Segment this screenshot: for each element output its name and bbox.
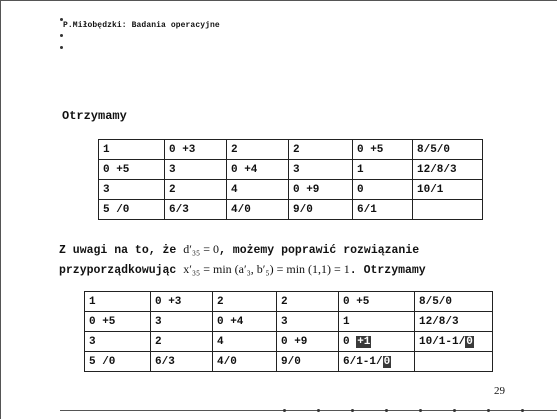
table-cell: 2 (289, 140, 353, 160)
table-cell: 3 (165, 160, 227, 180)
table-row (85, 332, 493, 352)
table-cell: 5 /0 (85, 352, 151, 372)
table-cell: 2 (151, 332, 213, 352)
margin-bullet (60, 34, 63, 37)
table-cell-modified (339, 352, 415, 372)
table-cell: 12/8/3 (413, 160, 483, 180)
footer-bullet (317, 409, 320, 412)
table-cell: 5 /0 (99, 200, 165, 220)
table-cell: 0 +3 (165, 140, 227, 160)
paragraph-text: Z uwagi na to, że (59, 244, 184, 257)
table-cell: 2 (213, 292, 277, 312)
table-cell: 0 +5 (339, 292, 415, 312)
table-cell: 0 +9 (289, 180, 353, 200)
cell-prefix: 6/1-1/ (343, 355, 383, 368)
table-cell: 0 +4 (213, 312, 277, 332)
table-cell: 0 +5 (353, 140, 413, 160)
table-cell: 3 (151, 312, 213, 332)
table-row (85, 312, 493, 332)
table-cell: 3 (289, 160, 353, 180)
table-cell: 1 (99, 140, 165, 160)
table-cell: 0 +5 (99, 160, 165, 180)
paragraph-text: . Otrzymamy (349, 264, 426, 277)
footer-bullet (385, 409, 388, 412)
table-cell: 4/0 (227, 200, 289, 220)
footer-bullet (351, 409, 354, 412)
table-cell: 1 (339, 312, 415, 332)
margin-bullet (60, 46, 63, 49)
paragraph-text: przyporządkowując (59, 264, 184, 277)
cell-prefix: 10/1-1/ (419, 335, 466, 348)
footer-bullet (453, 409, 456, 412)
highlighted-value: 0 (466, 335, 473, 348)
table-cell-modified (339, 332, 415, 352)
table-cell: 1 (85, 292, 151, 312)
intro-text: Otrzymamy (62, 109, 127, 123)
table-row (85, 292, 493, 312)
table-cell: 0 (353, 180, 413, 200)
table-cell: 6/3 (165, 200, 227, 220)
page-number: 29 (494, 385, 505, 397)
highlighted-value: +1 (357, 335, 371, 348)
table-cell-modified (415, 332, 493, 352)
footer-bullet (487, 409, 490, 412)
table-cell: 0 +5 (85, 312, 151, 332)
table-cell: 0 +9 (277, 332, 339, 352)
table-cell: 9/0 (289, 200, 353, 220)
table-cell: 9/0 (277, 352, 339, 372)
document-header: P.Miłobędzki: Badania operacyjne (63, 21, 220, 30)
table-cell: 10/1 (413, 180, 483, 200)
table-cell: 2 (277, 292, 339, 312)
transport-table-1 (98, 139, 483, 220)
table-cell: 8/5/0 (413, 140, 483, 160)
table-row (99, 200, 483, 220)
table-cell: 6/1 (353, 200, 413, 220)
paragraph-line-1 (59, 240, 426, 260)
table-cell (413, 200, 483, 220)
transport-table-2 (84, 291, 493, 372)
table-cell: 2 (227, 140, 289, 160)
table-row (85, 352, 493, 372)
table-cell: 4 (213, 332, 277, 352)
paragraph-line-2 (59, 260, 426, 280)
math-expression: d′₃₅ = 0 (183, 242, 219, 256)
table-cell (415, 352, 493, 372)
paragraph-text: , możemy poprawić rozwiązanie (219, 244, 420, 257)
table-cell: 6/3 (151, 352, 213, 372)
footer-bullet (283, 409, 286, 412)
table-cell: 0 +3 (151, 292, 213, 312)
table-cell: 1 (353, 160, 413, 180)
table-cell: 8/5/0 (415, 292, 493, 312)
footer-bullet (521, 409, 524, 412)
table-cell: 4 (227, 180, 289, 200)
table-cell: 12/8/3 (415, 312, 493, 332)
cell-prefix: 0 (343, 335, 357, 348)
table-cell: 3 (99, 180, 165, 200)
table-cell: 4/0 (213, 352, 277, 372)
table-cell: 0 +4 (227, 160, 289, 180)
explanation-paragraph (59, 240, 426, 280)
table-row (99, 140, 483, 160)
highlighted-value: 0 (383, 355, 391, 368)
bottom-rule (60, 410, 557, 411)
table-cell: 3 (85, 332, 151, 352)
table-cell: 2 (165, 180, 227, 200)
table-row (99, 160, 483, 180)
math-expression: x′₃₅ = min (a′₃, b′₅) = min (1,1) = 1 (183, 262, 350, 276)
table-row (99, 180, 483, 200)
footer-bullet (419, 409, 422, 412)
table-cell: 3 (277, 312, 339, 332)
